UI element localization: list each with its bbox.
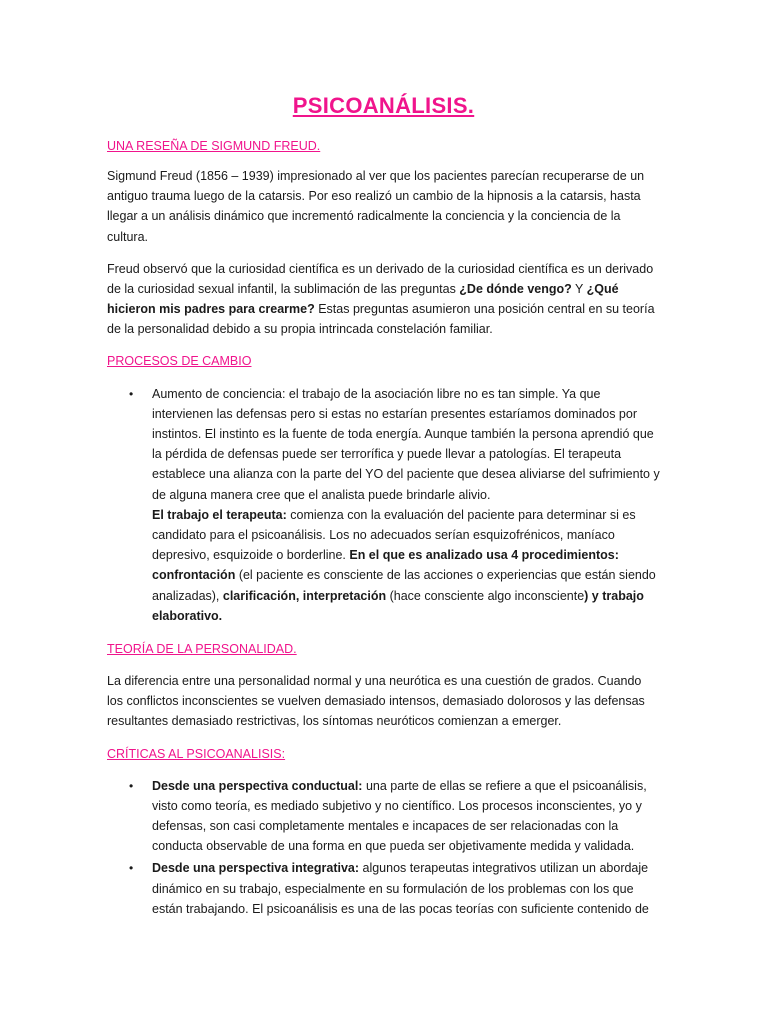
section-heading-teoria: TEORÍA DE LA PERSONALIDAD. [107, 642, 297, 657]
text-run: comienza con la evaluación del paciente para determinar si es candidato para el psicoanálisis. Los no adecuados serían esquizofrénicos, maníaco depresivo, esquizoide o borderline. [152, 507, 636, 563]
text-run: (hace consciente algo inconsciente [386, 588, 585, 603]
paragraph-freud-intro: Sigmund Freud (1856 – 1939) impresionado al ver que los pacientes parecían recuperarse de un antiguo trauma luego de la catarsis. Por eso realizó un cambio de la hipnosis a la catarsis, hasta llegar a un análisis dinámico que incrementó radicalmente la conciencia y la conciencia de la cultura. [107, 169, 645, 244]
bold-run: clarificación, interpretación [222, 588, 387, 603]
bold-run: En el que es analizado usa 4 procedimientos: confrontación [152, 548, 619, 583]
bold-run: Desde una perspectiva integrativa: [152, 861, 360, 876]
document-title: PSICOANÁLISIS. [292, 93, 475, 118]
paragraph-freud-curiosity [107, 259, 660, 340]
text-run: Freud observó que la curiosidad científica es un derivado de la curiosidad científica es un derivado de la curiosidad sexual infantil, la sublimación de las preguntas [107, 261, 654, 297]
bullet-icon: • [129, 386, 134, 401]
list-item [107, 384, 660, 626]
section-heading-procesos: PROCESOS DE CAMBIO [107, 353, 252, 368]
bold-run: ¿De dónde vengo? [459, 282, 572, 297]
text-run: Estas preguntas asumieron una posición central en su teoría de la personalidad debido a su propia intrincada constelación familiar. [107, 302, 655, 337]
list-item [107, 776, 660, 857]
text-run: Y [571, 282, 587, 297]
criticas-list [107, 776, 660, 919]
section-heading-resena: UNA RESEÑA DE SIGMUND FREUD. [107, 139, 321, 153]
procesos-list [107, 384, 660, 626]
text-run: (el paciente es consciente de las acciones o experiencias que están siendo analizadas), [152, 568, 656, 603]
bullet-icon: • [129, 778, 134, 793]
bold-run: ¿Qué hicieron mis padres para crearme? [107, 282, 619, 317]
paragraph-personalidad: La diferencia entre una personalidad normal y una neurótica es una cuestión de grados. Cuando los conflictos inconscientes se vuelven demasiado intensos, demasiado dolorosos y las defensas resultantes demasiado restrictivas, los síntomas neuróticos comienzan a emerger. [107, 674, 645, 729]
bullet-icon: • [129, 861, 134, 876]
text-run: una parte de ellas se refiere a que el psicoanálisis, visto como teoría, es mediado subjetivo y no científico. Los procesos inconscientes, yo y defensas, son casi completamente mentales e incapaces de ser relacionadas con la conducta observable de una forma en que pueda ser objetivamente medida y validada. [152, 778, 647, 854]
bold-run: Desde una perspectiva conductual: [152, 778, 363, 793]
bold-run: ) y trabajo elaborativo. [152, 588, 644, 623]
bold-run: El trabajo el terapeuta: [152, 507, 287, 522]
section-heading-criticas: CRÍTICAS AL PSICOANALISIS: [107, 746, 286, 761]
text-run: Aumento de conciencia: el trabajo de la asociación libre no es tan simple. Ya que intervienen las defensas pero si estas no estarían presentes estaríamos dominados por instintos. El instinto es la fuente de toda energía. Aunque también la persona aprendió que la pérdida de defensas puede ser terrorífica y puede llevar a patologías. El terapeuta establece una alianza con la parte del YO del paciente que desea aliviarse del sufrimiento y de alguna manera cree que el analista puede brindarle alivio. [152, 386, 660, 502]
list-item [107, 858, 660, 919]
text-run: algunos terapeutas integrativos utilizan un abordaje dinámico en su trabajo, especialmente en su formulación de los problemas con los que están trabajando. El psicoanálisis es una de las pocas teorías con suficiente contenido de [152, 861, 649, 916]
